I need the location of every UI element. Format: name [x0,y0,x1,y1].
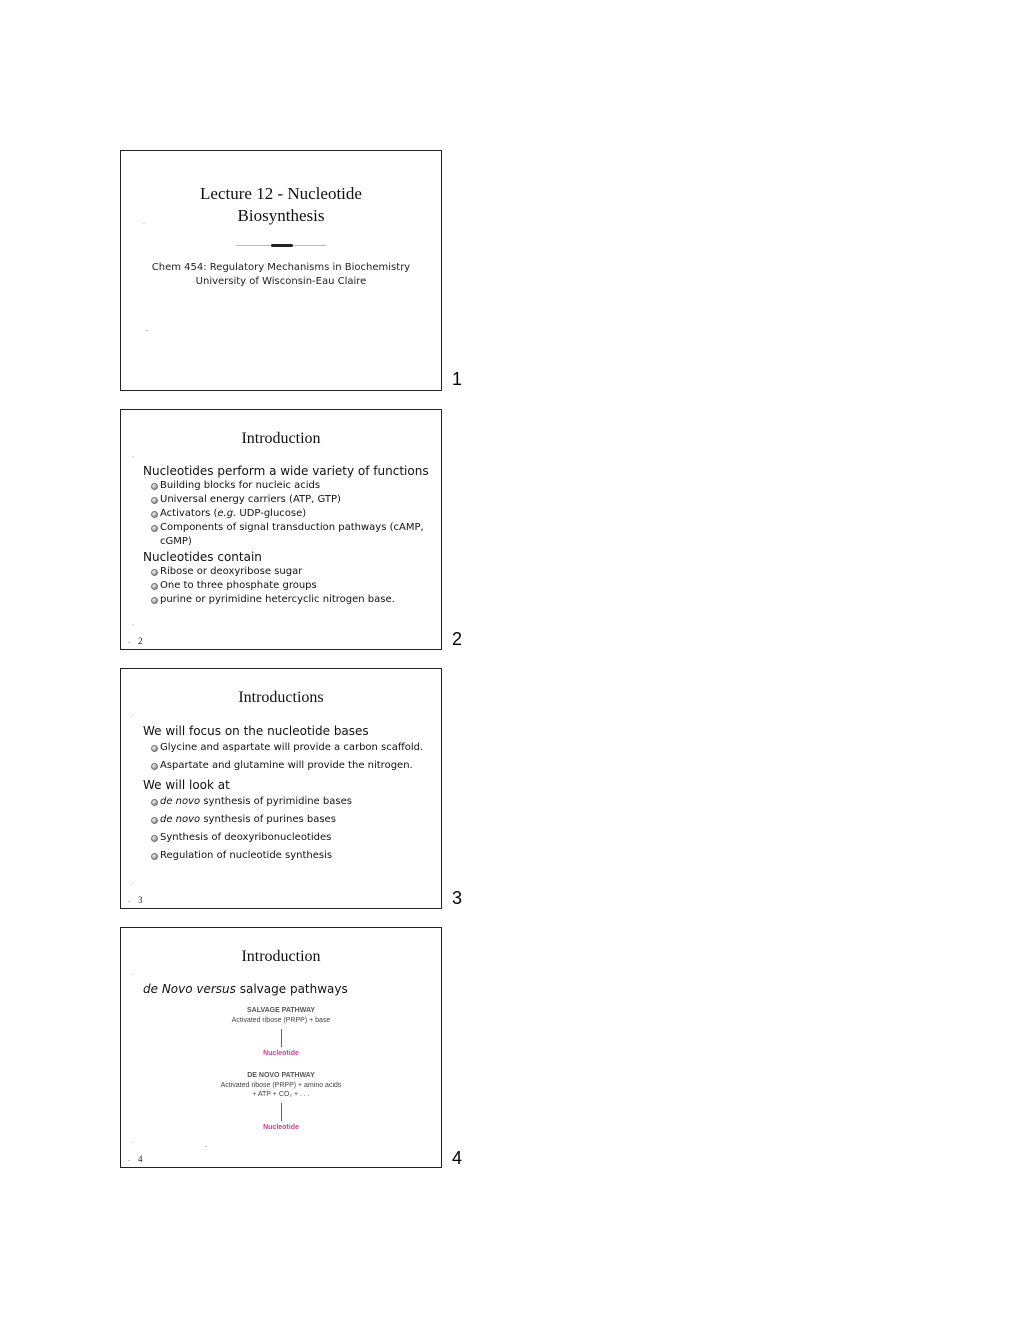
bullet-icon [151,745,158,752]
salvage-pathway-product: Nucleotide [263,1050,299,1057]
pathway-diagram [201,1006,361,1133]
main-point: Nucleotides contain [143,550,262,564]
arrow-line [281,1103,282,1121]
bullet-marker: - [146,327,149,334]
main-point: We will look at [143,778,230,792]
course-subtitle [121,261,441,289]
sub-point: Aspartate and glutamine will provide the nitrogen. [143,759,429,773]
bullet-marker: · [132,454,134,461]
bullet-icon [151,763,158,770]
bullet-marker: · [132,972,134,979]
bullet-marker: - [205,1143,208,1150]
bullet-marker: · [132,881,134,888]
sub-point: Regulation of nucleotide synthesis [143,849,429,863]
divider-ornament [271,244,293,247]
slide-3 [120,668,442,909]
salvage-pathway-title: SALVAGE PATHWAY [246,1007,316,1014]
bullet-icon [151,497,158,504]
title-line-1: Lecture 12 - Nucleotide [200,184,362,203]
slide-number: 2 [138,636,143,646]
bullet-icon [151,835,158,842]
slide-title: Introductions [238,689,324,706]
arrow-line [281,1029,282,1047]
sub-point: Building blocks for nucleic acids [143,479,429,493]
university-name: University of Wisconsin-Eau Claire [195,276,367,287]
sub-point: de novo synthesis of pyrimidine bases [143,795,429,809]
bullet-icon [151,817,158,824]
sub-point: Activators (e.g. UDP-glucose) [143,507,429,521]
slide-body [143,463,429,607]
bullet-marker: - [128,639,131,646]
slide-body [143,721,429,867]
bullet-marker: · [132,622,134,629]
bullet-icon [151,799,158,806]
denovo-pathway-product: Nucleotide [263,1124,299,1131]
slide-body [143,981,429,997]
sub-point: Synthesis of deoxyribonucleotides [143,831,429,845]
title-line-2: Biosynthesis [237,206,325,225]
main-point: We will focus on the nucleotide bases [143,724,369,738]
slide-title [121,183,441,227]
bullet-icon [151,511,158,518]
course-name: Chem 454: Regulatory Mechanisms in Biochemistry [151,262,411,273]
denovo-pathway-title: DE NOVO PATHWAY [247,1072,315,1079]
bullet-icon [151,853,158,860]
salvage-pathway-inputs: Activated ribose (PRPP) + base [231,1017,331,1024]
sub-point: Components of signal transduction pathways (cAMP, cGMP) [143,521,429,549]
slide-number: 3 [138,895,143,905]
main-point: de Novo versus salvage pathways [143,982,348,996]
page-number: 3 [452,888,463,908]
main-point: Nucleotides perform a wide variety of functions [143,464,429,478]
sub-point: Ribose or deoxyribose sugar [143,565,429,579]
bullet-marker: · [143,221,145,228]
slide-number: 4 [138,1154,143,1164]
bullet-marker: - [128,898,131,905]
bullet-icon [151,569,158,576]
bullet-icon [151,597,158,604]
bullet-marker: · [132,713,134,720]
slide-4 [120,927,442,1168]
slide-title: Introduction [241,430,321,447]
slide-title: Introduction [241,948,321,965]
bullet-icon [151,525,158,532]
sub-point: purine or pyrimidine hetercyclic nitrogen base. [143,593,429,607]
sub-point: Universal energy carriers (ATP, GTP) [143,493,429,507]
sub-point: de novo synthesis of purines bases [143,813,429,827]
slide-2 [120,409,442,650]
bullet-icon [151,483,158,490]
slide-1 [120,150,442,391]
bullet-marker: - [128,1157,131,1164]
bullet-marker: · [132,1140,134,1147]
denovo-pathway-inputs: Activated ribose (PRPP) + amino acids [220,1082,342,1089]
page-number: 1 [452,369,463,389]
page-number: 2 [452,629,463,649]
page-number: 4 [452,1148,463,1168]
sub-point: One to three phosphate groups [143,579,429,593]
denovo-pathway-inputs: + ATP + CO₂ + . . . [252,1091,310,1098]
sub-point: Glycine and aspartate will provide a carbon scaffold. [143,741,429,755]
bullet-icon [151,583,158,590]
